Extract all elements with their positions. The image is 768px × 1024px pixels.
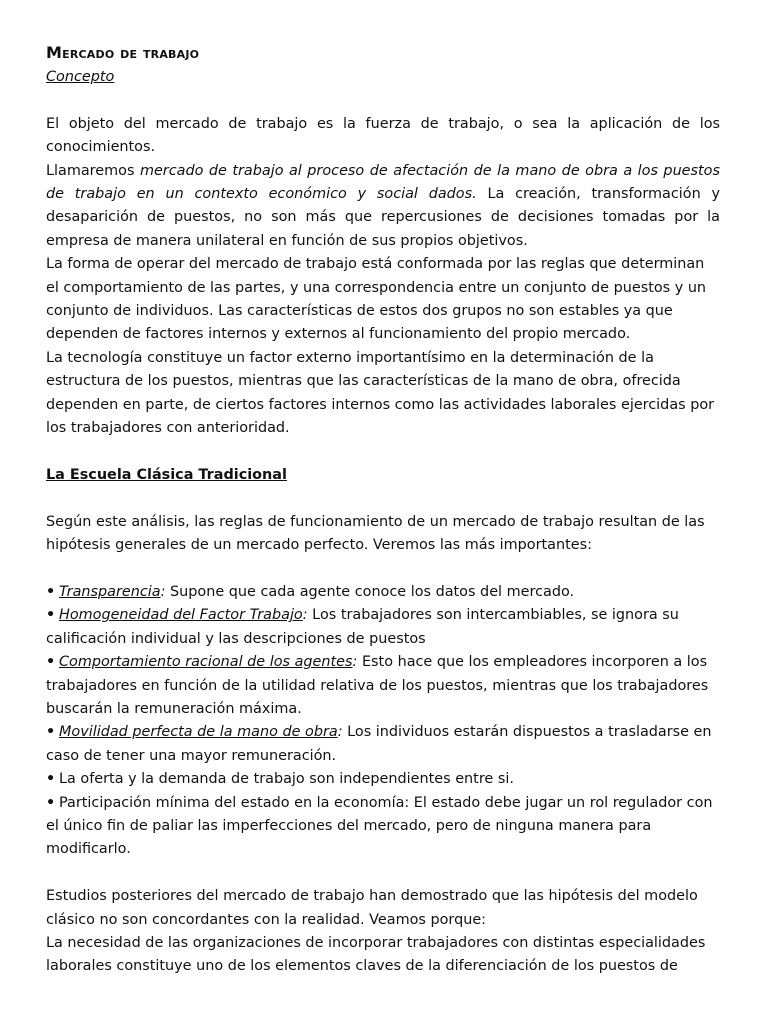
- closing-paragraph-1: Estudios posteriores del mercado de trabajo han demostrado que las hipótesis del modelo clásico no son concordantes con la realidad. Veamos porque:: [46, 888, 698, 928]
- document-page: [46, 40, 720, 979]
- concept-subtitle: Concepto: [46, 69, 115, 85]
- list-item-colon: :: [160, 583, 166, 600]
- p2-definition: mercado de trabajo al proceso de afectación de la mano de obra a los puestos de trabajo en un contexto económico y social dados.: [46, 162, 720, 203]
- list-item: [46, 581, 720, 604]
- spacer: [46, 89, 720, 112]
- bullet-icon: •: [46, 654, 56, 671]
- spacer: [46, 557, 720, 580]
- list-item-text: Participación mínima del estado en la economía: El estado debe jugar un rol regulador con el único fin de paliar las imperfecciones del mercado, pero de ninguna manera para modificarlo.: [46, 794, 713, 858]
- section-title: La Escuela Clásica Tradicional: [46, 466, 287, 483]
- list-item-term: Comportamiento racional de los agentes: [59, 654, 353, 671]
- intro-paragraph-3: La forma de operar del mercado de trabajo está conformada por las reglas que determinan el comportamiento de las partes, y una correspondencia entre un conjunto de puestos y un conjunto de individuos. Las características de estos dos grupos no son estables ya que dependen de factores internos y externos al funcionamiento del propio mercado.: [46, 256, 707, 343]
- list-item: [46, 721, 720, 768]
- list-item: [46, 768, 720, 791]
- list-item-text: La oferta y la demanda de trabajo son independientes entre si.: [59, 771, 514, 788]
- bullet-icon: •: [46, 724, 56, 741]
- list-item: [46, 651, 720, 721]
- list-item: [46, 604, 720, 651]
- list-item-text: Los individuos estarán dispuestos a trasladarse en caso de tener una mayor remuneración.: [46, 724, 712, 764]
- p2-rest: La creación, transformación y desaparición de puestos, no son más que repercusiones de decisiones tomadas por la empresa de manera unilateral en función de sus propios objetivos.: [46, 186, 720, 249]
- list-item-term: Movilidad perfecta de la mano de obra: [59, 724, 338, 741]
- list-item-text: Supone que cada agente conoce los datos del mercado.: [165, 583, 575, 600]
- list-item: [46, 792, 720, 862]
- list-item-term: Transparencia: [59, 583, 161, 600]
- closing-paragraph-2: La necesidad de las organizaciones de incorporar trabajadores con distintas especialidades laborales constituye uno de los elementos claves de la diferenciación de los puestos de: [46, 934, 706, 975]
- spacer: [46, 862, 720, 885]
- bullet-icon: •: [46, 583, 56, 600]
- spacer: [46, 440, 720, 463]
- list-item-term: Homogeneidad del Factor Trabajo: [59, 607, 303, 624]
- spacer: [46, 487, 720, 510]
- intro-paragraph-1: El objeto del mercado de trabajo es la fuerza de trabajo, o sea la aplicación de los conocimientos.: [46, 115, 720, 156]
- bullet-icon: •: [46, 794, 56, 811]
- list-item-colon: :: [337, 724, 343, 741]
- p2-lead: Llamaremos: [46, 162, 140, 179]
- hypotheses-list: [46, 581, 720, 862]
- intro-paragraph-4: La tecnología constituye un factor externo importantísimo en la determinación de la estructura de los puestos, mientras que las características de la mano de obra, ofrecida dependen en parte, de ciertos factores internos como las actividades laborales ejercidas por los trabajadores con anterioridad.: [46, 349, 715, 437]
- list-item-colon: :: [302, 607, 308, 624]
- list-item-colon: :: [352, 654, 358, 671]
- list-item-text: Los trabajadores son intercambiables, se ignora su calificación individual y las descripciones de puestos: [46, 607, 679, 647]
- bullet-icon: •: [46, 771, 56, 788]
- section-lead: Según este análisis, las reglas de funcionamiento de un mercado de trabajo resultan de las hipótesis generales de un mercado perfecto. Veremos las más importantes:: [46, 513, 705, 554]
- document-title: Mercado de trabajo: [46, 43, 200, 62]
- intro-paragraph-2: [46, 160, 720, 254]
- list-item-text: Esto hace que los empleadores incorporen a los trabajadores en función de la utilidad relativa de los puestos, mientras que los trabajadores buscarán la remuneración máxima.: [46, 654, 709, 717]
- bullet-icon: •: [46, 607, 56, 624]
